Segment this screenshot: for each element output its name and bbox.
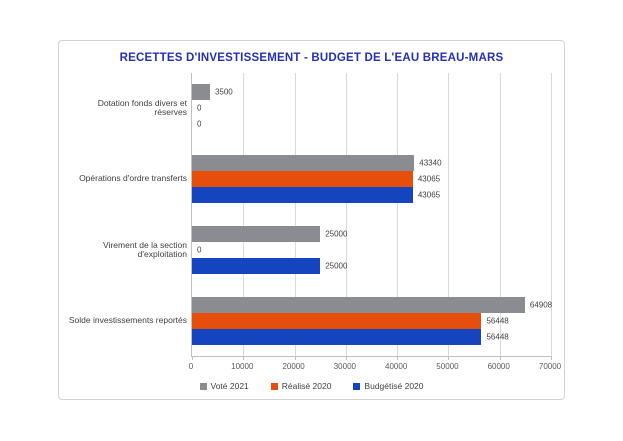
bar-value-label: 43065 — [417, 190, 441, 200]
bar-value-label: 25000 — [325, 229, 348, 239]
bar-line-budg-tis-2020 — [192, 187, 551, 203]
legend-label: Réalisé 2020 — [281, 381, 332, 391]
legend-item-r-alis-2020 — [271, 381, 332, 391]
bar-line-vot-2021 — [192, 297, 551, 313]
bar-value-label: 64908 — [529, 300, 553, 310]
axis-tick-mark — [192, 356, 193, 360]
bar-value-label: 25000 — [325, 261, 348, 271]
bar-budg-tis-2020 — [192, 187, 413, 203]
x-tick-label: 20000 — [282, 362, 305, 371]
chart-frame — [58, 40, 565, 400]
bar-row-virement-de-la-section-d-exploitation — [192, 215, 551, 286]
plot-area — [191, 73, 551, 357]
x-tick-label: 60000 — [487, 362, 510, 371]
bar-row-solde-investissements-report-s — [192, 285, 551, 356]
category-label-solde-investissements-report-s: Solde investissements reportés — [68, 314, 187, 325]
bar-vot-2021 — [192, 84, 210, 100]
axis-tick-mark — [295, 356, 296, 360]
bar-line-r-alis-2020 — [192, 313, 551, 329]
bar-line-budg-tis-2020 — [192, 116, 551, 132]
x-tick-label: 30000 — [333, 362, 356, 371]
bar-value-label: 0 — [197, 119, 202, 129]
bar-row-op-rations-d-ordre-transferts — [192, 144, 551, 215]
bar-line-r-alis-2020 — [192, 100, 551, 116]
category-label-virement-de-la-section-d-exploitation: Virement de la section d'exploitation — [103, 239, 187, 259]
axis-tick-mark — [500, 356, 501, 360]
gridline — [551, 73, 552, 356]
category-label-op-rations-d-ordre-transferts: Opérations d'ordre transferts — [79, 173, 187, 184]
bar-line-vot-2021 — [192, 226, 551, 242]
bar-line-vot-2021 — [192, 155, 551, 171]
category-label-dotation-fonds-divers-et-r-serves: Dotation fonds divers et réserves — [97, 98, 187, 118]
legend-swatch-icon — [353, 383, 360, 390]
legend-item-vot-2021 — [200, 381, 249, 391]
bar-value-label: 43340 — [419, 158, 442, 168]
axis-tick-mark — [346, 356, 347, 360]
bar-vot-2021 — [192, 155, 414, 171]
bar-value-label: 3500 — [214, 87, 233, 97]
x-tick-label: 0 — [188, 362, 194, 371]
bar-line-r-alis-2020 — [192, 242, 551, 258]
bar-group — [192, 226, 551, 274]
axis-tick-mark — [551, 356, 552, 360]
bar-row-dotation-fonds-divers-et-r-serves — [192, 73, 551, 144]
x-tick-label: 10000 — [231, 362, 254, 371]
bar-line-budg-tis-2020 — [192, 258, 551, 274]
legend — [59, 381, 564, 391]
bar-budg-tis-2020 — [192, 329, 481, 345]
bar-budg-tis-2020 — [192, 258, 320, 274]
legend-label: Voté 2021 — [210, 381, 249, 391]
legend-swatch-icon — [200, 383, 207, 390]
legend-item-budg-tis-2020 — [353, 381, 423, 391]
bar-value-label: 56448 — [486, 316, 509, 326]
axis-tick-mark — [397, 356, 398, 360]
bar-r-alis-2020 — [192, 171, 413, 187]
bar-vot-2021 — [192, 226, 320, 242]
x-tick-label: 50000 — [436, 362, 459, 371]
bar-value-label: 56448 — [486, 332, 509, 342]
x-tick-label: 70000 — [538, 362, 562, 371]
category-axis — [65, 73, 187, 356]
axis-tick-mark — [448, 356, 449, 360]
bar-group — [192, 155, 551, 203]
chart-title: RECETTES D'INVESTISSEMENT - BUDGET DE L'EAU BREAU-MARS — [119, 52, 504, 64]
legend-label: Budgétisé 2020 — [364, 381, 424, 391]
bar-line-r-alis-2020 — [192, 171, 551, 187]
bar-value-label: 0 — [197, 245, 202, 255]
legend-swatch-icon — [271, 383, 278, 390]
bar-group — [192, 297, 551, 345]
bar-r-alis-2020 — [192, 313, 481, 329]
bar-group — [192, 84, 551, 132]
x-axis — [188, 362, 562, 374]
bar-line-budg-tis-2020 — [192, 329, 551, 345]
bar-value-label: 43065 — [417, 174, 441, 184]
bar-line-vot-2021 — [192, 84, 551, 100]
bar-vot-2021 — [192, 297, 525, 313]
axis-tick-mark — [243, 356, 244, 360]
bar-value-label: 0 — [197, 103, 202, 113]
x-tick-label: 40000 — [385, 362, 408, 371]
